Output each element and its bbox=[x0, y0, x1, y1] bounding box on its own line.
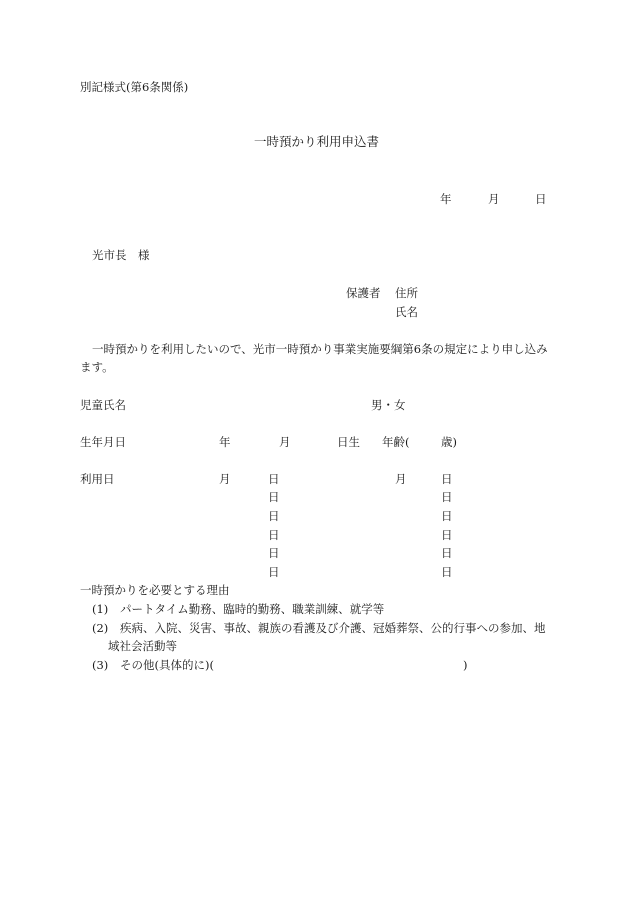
form-reference: 別記様式(第6条関係) bbox=[80, 80, 189, 94]
child-name-label: 児童氏名 bbox=[80, 398, 126, 412]
usage-month-left: 月 bbox=[219, 472, 231, 486]
body-text-line2: ます。 bbox=[80, 360, 114, 374]
date-month: 月 bbox=[488, 192, 500, 206]
birth-year: 年 bbox=[219, 435, 231, 449]
birth-label: 生年月日 bbox=[80, 435, 126, 449]
usage-day-left: 日 bbox=[268, 472, 280, 486]
usage-label: 利用日 bbox=[80, 472, 115, 486]
guardian-address-label: 住所 bbox=[395, 286, 418, 300]
reason-item-number: (2) bbox=[92, 621, 109, 635]
birth-month: 月 bbox=[279, 435, 291, 449]
birth-day: 日生 bbox=[337, 435, 360, 449]
usage-day-left: 日 bbox=[268, 528, 280, 542]
guardian-label: 保護者 bbox=[346, 286, 381, 300]
reason-item-number: (3) bbox=[92, 658, 109, 672]
reason-item-close-paren: ) bbox=[463, 658, 468, 672]
document-title: 一時預かり利用申込書 bbox=[254, 134, 380, 149]
date-year: 年 bbox=[440, 192, 452, 206]
usage-day-right: 日 bbox=[441, 565, 453, 579]
addressee: 光市長 様 bbox=[92, 248, 150, 262]
usage-day-right: 日 bbox=[441, 546, 453, 560]
reason-item-text-continued: 域社会活動等 bbox=[108, 639, 177, 653]
usage-month-right: 月 bbox=[395, 472, 407, 486]
age-prefix: 年齢( bbox=[382, 435, 410, 449]
usage-day-left: 日 bbox=[268, 490, 280, 504]
date-day: 日 bbox=[535, 192, 547, 206]
reason-item-text: その他(具体的に)( bbox=[120, 658, 214, 672]
usage-day-left: 日 bbox=[268, 565, 280, 579]
reason-item-number: (1) bbox=[92, 602, 109, 616]
usage-day-left: 日 bbox=[268, 546, 280, 560]
usage-day-right: 日 bbox=[441, 528, 453, 542]
usage-day-left: 日 bbox=[268, 509, 280, 523]
reason-item-text: 疾病、入院、災害、事故、親族の看護及び介護、冠婚葬祭、公的行事への参加、地 bbox=[120, 621, 546, 635]
usage-day-right: 日 bbox=[441, 509, 453, 523]
body-text-line1: 一時預かりを利用したいので、光市一時預かり事業実施要綱第6条の規定により申し込み bbox=[92, 342, 548, 356]
usage-day-right: 日 bbox=[441, 472, 453, 486]
age-suffix: 歳) bbox=[441, 435, 457, 449]
sex-options: 男・女 bbox=[371, 398, 406, 412]
reason-item-text: パートタイム勤務、臨時的勤務、職業訓練、就学等 bbox=[120, 602, 385, 616]
reason-heading: 一時預かりを必要とする理由 bbox=[80, 583, 230, 597]
guardian-name-label: 氏名 bbox=[395, 305, 418, 319]
usage-day-right: 日 bbox=[441, 490, 453, 504]
